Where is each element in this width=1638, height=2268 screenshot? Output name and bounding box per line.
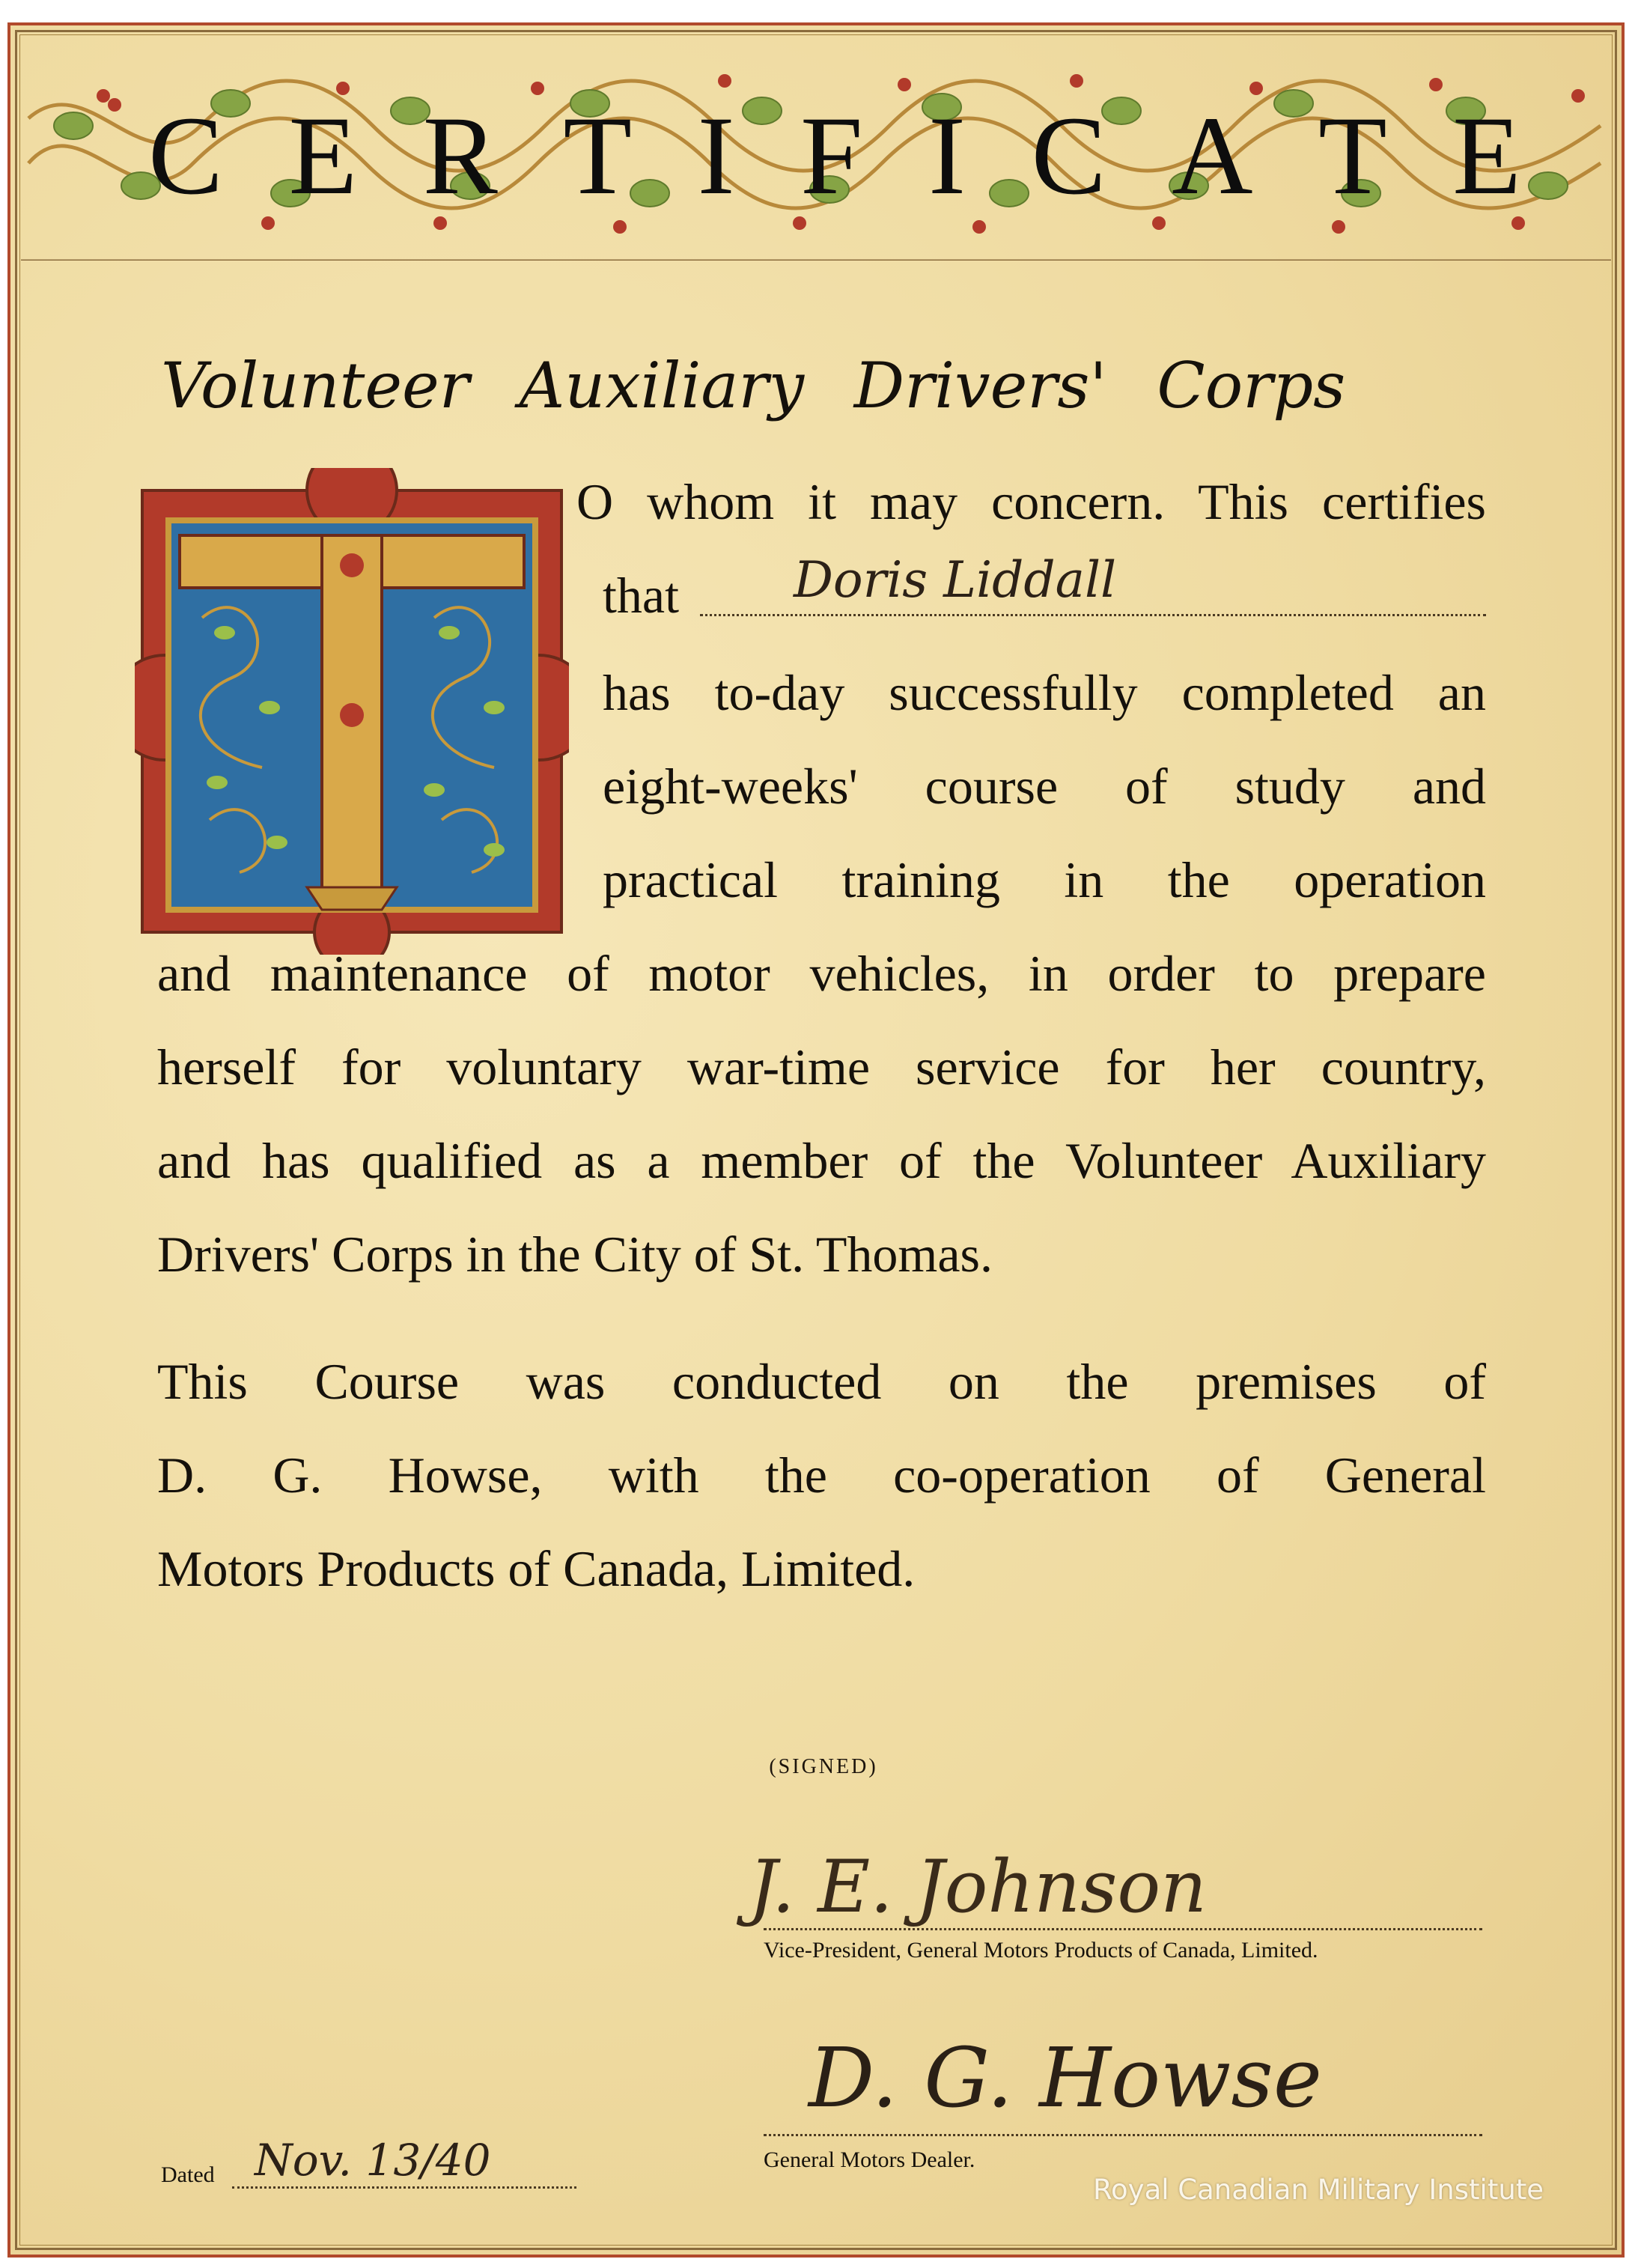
dropcap-illustration [135, 468, 569, 955]
body-line: practical training in the operation [603, 851, 1486, 908]
body-line: and maintenance of motor vehicles, in order to prepare [157, 945, 1486, 1002]
banner-letter: A [1172, 94, 1253, 218]
body-line: Motors Products of Canada, Limited. [157, 1540, 916, 1597]
signature-caption-1: Vice-President, General Motors Products of Canada, Limited. [764, 1938, 1318, 1963]
dated-value: Nov. 13/40 [255, 2135, 491, 2186]
body-line: O whom it may concern. This certifies [576, 473, 1486, 530]
banner-letter: I [928, 94, 966, 218]
banner-letter: F [800, 94, 863, 218]
banner-letter: R [422, 94, 498, 218]
banner-title [21, 81, 1611, 231]
signature-johnson: J. E. Johnson [749, 1845, 1207, 1929]
body-line: and has qualified as a member of the Volunteer Auxiliary [157, 1132, 1486, 1189]
signature-caption-2: General Motors Dealer. [764, 2147, 975, 2172]
dated-label: Dated [161, 2162, 215, 2187]
recipient-name: Doris Liddall [794, 551, 1117, 609]
body-line: eight-weeks' course of study and [603, 758, 1486, 815]
banner-letter: C [1031, 94, 1106, 218]
body-line: herself for voluntary war-time service for her country, [157, 1039, 1486, 1095]
banner-letter: T [563, 94, 633, 218]
signature-line-1 [764, 1928, 1482, 1930]
banner-letter: T [1318, 94, 1387, 218]
body-line: that [603, 567, 679, 624]
signature-line-2 [764, 2134, 1482, 2136]
corps-heading: Volunteer Auxiliary Drivers' Corps [161, 349, 1346, 422]
body-line: This Course was conducted on the premises of [157, 1353, 1486, 1410]
banner-letter: I [697, 94, 735, 218]
title-banner [21, 36, 1611, 261]
certificate-sheet [7, 22, 1625, 2258]
body-line: has to-day successfully completed an [603, 664, 1486, 721]
watermark: Royal Canadian Military Institute [1093, 2174, 1544, 2206]
body-line: D. G. Howse, with the co-operation of General [157, 1447, 1486, 1504]
signature-howse: D. G. Howse [809, 2030, 1322, 2126]
signed-label: (SIGNED) [769, 1755, 878, 1778]
illuminated-dropcap [135, 468, 569, 955]
banner-letter: E [288, 94, 358, 218]
banner-letter: C [148, 94, 224, 218]
banner-letter: E [1452, 94, 1521, 218]
body-line: Drivers' Corps in the City of St. Thomas. [157, 1226, 993, 1283]
